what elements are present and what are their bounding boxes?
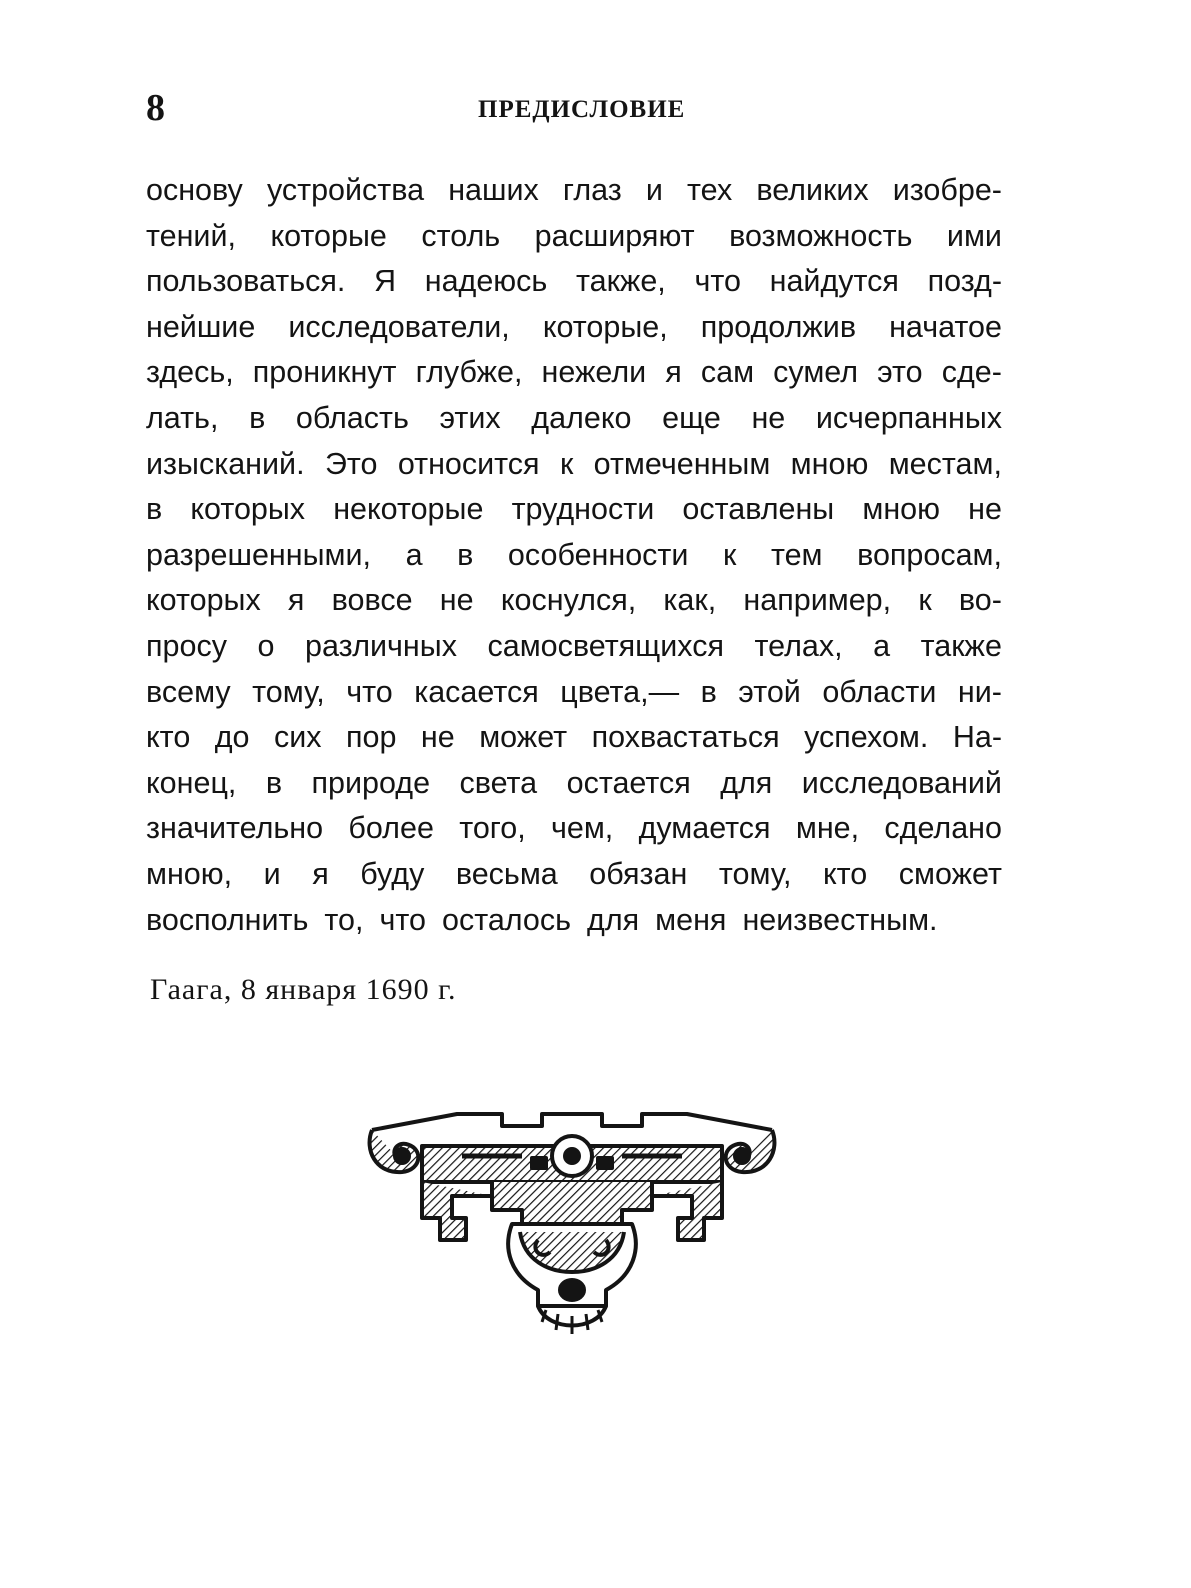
text-word: значительно [146,811,324,846]
text-word: этих [439,400,501,435]
text-word: касается [414,674,539,709]
text-word: лать, [146,400,219,435]
text-word: далеко [531,400,632,435]
text-word: остается [566,765,691,800]
text-word: о [257,628,275,663]
text-word: весьма [455,856,558,891]
text-word: не [420,720,455,755]
text-word: до [214,720,250,755]
text-word: конец, [146,765,237,800]
text-word: Я [374,264,397,299]
text-word: а [873,628,891,663]
text-line [146,214,1002,260]
text-word: похвастаться [591,720,780,755]
text-word: ими [946,218,1002,253]
text-word: разрешенными, [146,537,372,572]
text-word: которых [190,492,306,527]
text-line [146,761,1002,807]
text-line [146,487,1002,533]
text-word: которые [270,218,387,253]
text-word: это [877,355,923,390]
text-word: ни- [957,674,1002,709]
text-word: то, [324,902,364,937]
text-word: сделано [884,811,1002,846]
text-word: оставлены [682,492,835,527]
text-word: тех [687,173,733,207]
text-word: сам [700,355,755,390]
text-word: Это [324,446,378,481]
text-word: природе [311,765,431,800]
text-word: обязан [589,856,688,891]
text-line [146,350,1002,396]
text-word: мною [790,446,869,481]
text-word: исследований [801,765,1002,800]
text-word: На- [952,720,1002,755]
text-word: в [249,400,266,435]
text-word: а [405,537,423,572]
text-line [146,624,1002,670]
text-word: чем, [550,811,614,846]
text-word: коснулся, [500,583,637,618]
text-word: также [920,628,1002,663]
text-word: расширяют [534,218,695,253]
text-word: для [720,765,773,800]
text-line [146,442,1002,488]
text-word: в [457,537,474,572]
text-line [146,806,1002,852]
text-word: и [263,856,281,891]
text-word: я [665,355,682,390]
text-word: исчерпанных [815,400,1002,435]
text-word: также, [576,264,666,299]
text-word: телах, [754,628,843,663]
text-word: кто [146,720,191,755]
text-word: что [379,902,426,937]
text-word: тому, [718,856,792,891]
text-word: области [822,674,937,709]
text-word: пор [346,720,397,755]
text-word: во- [958,583,1002,618]
tailpiece-ornament-icon [362,1100,782,1350]
text-word: не [439,583,474,618]
text-word: здесь, [146,355,234,390]
signature-place-date: Гаага, 8 января 1690 г. [150,973,457,1006]
text-word: восполнить [146,902,309,937]
text-word: этой [738,674,801,709]
text-word: вовсе [331,583,413,618]
text-word: неизвестным. [742,902,938,937]
text-word: к [559,446,574,481]
text-line [146,259,1002,305]
text-word: что [694,264,741,299]
text-word: и [645,173,663,207]
text-word: нежели [541,355,647,390]
text-word: вопросам, [857,537,1002,572]
text-word: тем [770,537,823,572]
text-word: найдутся [769,264,899,299]
text-word: просу [146,628,227,663]
text-word: глаз [562,173,622,207]
text-word: кто [822,856,868,891]
text-word: того, [459,811,526,846]
text-word: сде- [941,355,1002,390]
text-word: самосветящихся [487,628,724,663]
text-word: особенности [507,537,689,572]
text-word: например, [743,583,892,618]
text-word: возможность [729,218,913,253]
text-word: к [723,537,737,572]
text-word: различных [304,628,457,663]
text-word: которых [146,583,261,618]
text-line [146,898,1002,944]
text-word: начатое [889,309,1002,344]
text-word: я [312,856,329,891]
text-word: тений, [146,218,236,253]
text-word: еще [662,400,721,435]
text-word: я [287,583,305,618]
text-word: сумел [773,355,859,390]
text-word: цвета,— [560,674,680,709]
text-word: более [348,811,434,846]
text-word: к [918,583,932,618]
running-head: ПРЕДИСЛОВИЕ [478,96,686,123]
text-word: позд- [927,264,1002,299]
text-line [146,670,1002,716]
text-word: пользоваться. [146,264,346,299]
text-word: устройства [266,173,425,207]
text-word: относится [397,446,540,481]
text-word: область [295,400,409,435]
text-line [146,715,1002,761]
text-word: для [587,902,640,937]
text-word: в [265,765,283,800]
text-word: успехом. [804,720,929,755]
text-word: тому, [252,674,325,709]
text-line [146,305,1002,351]
text-word: глубже, [415,355,523,390]
text-word: всему [146,674,231,709]
text-word: трудности [511,492,655,527]
body-text [146,168,1002,943]
text-word: буду [360,856,425,891]
text-word: мною, [146,856,233,891]
text-word: как, [663,583,717,618]
text-word: не [751,400,786,435]
text-line [146,168,1002,214]
text-word: местам, [888,446,1002,481]
text-word: отмеченным [593,446,771,481]
text-word: которые, [542,309,668,344]
page-number: 8 [146,87,165,129]
text-word: может [479,720,568,755]
text-word: что [346,674,393,709]
text-word: продолжив [700,309,857,344]
text-word: изысканий. [146,446,305,481]
text-word: мне, [795,811,860,846]
text-word: наших [448,173,539,207]
text-word: проникнут [252,355,397,390]
text-word: основу [146,173,243,207]
text-line [146,396,1002,442]
text-word: не [968,492,1002,527]
text-word: великих [756,173,869,207]
text-word: сих [273,720,322,755]
text-word: исследователи, [288,309,510,344]
text-word: нейшие [146,309,256,344]
text-word: сможет [898,856,1002,891]
text-word: надеюсь [424,264,548,299]
text-line [146,533,1002,579]
text-line [146,852,1002,898]
text-word: изобре- [892,173,1002,207]
text-line [146,578,1002,624]
text-word: мною [862,492,941,527]
text-word: в [700,674,717,709]
text-word: столь [421,218,501,253]
text-word: меня [655,902,727,937]
text-word: думается [638,811,771,846]
text-word: в [146,492,163,527]
text-word: некоторые [333,492,484,527]
text-word: света [459,765,538,800]
text-word: осталось [441,902,572,937]
